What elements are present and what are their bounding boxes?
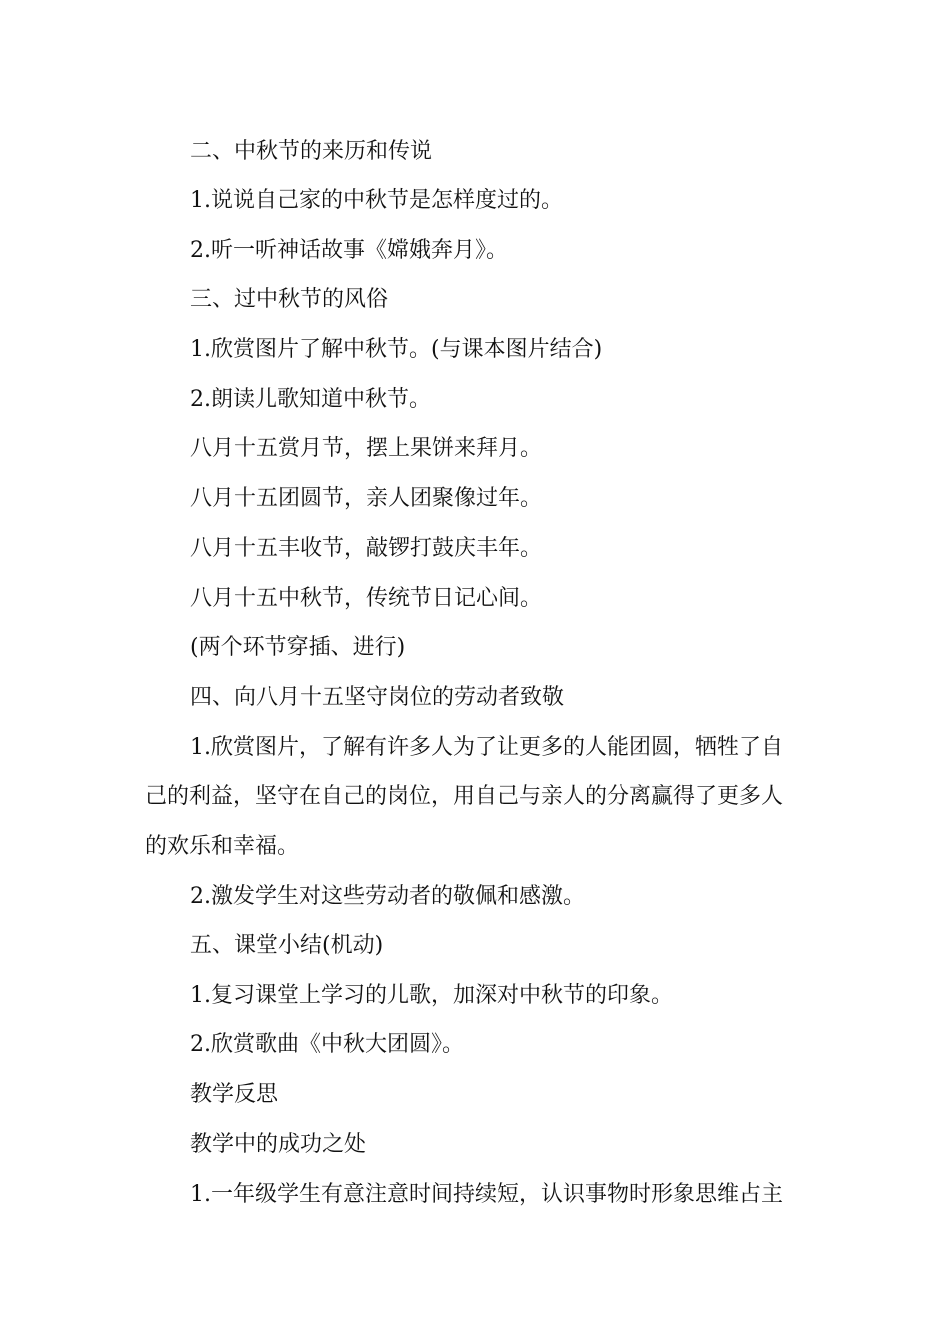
paragraph-line: 的欢乐和幸福。 <box>145 834 300 859</box>
poem-line: 八月十五团圆节，亲人团聚像过年。 <box>190 486 543 511</box>
section-heading-summary: 五、课堂小结(机动) <box>190 933 384 958</box>
paragraph-line: 2.激发学生对这些劳动者的敬佩和感激。 <box>190 884 585 909</box>
section-heading-origin: 二、中秋节的来历和传说 <box>190 139 433 164</box>
paragraph-line: 1.欣赏图片了解中秋节。(与课本图片结合) <box>190 337 603 362</box>
subheading-success: 教学中的成功之处 <box>190 1132 367 1157</box>
paragraph-line: 1.欣赏图片，了解有许多人为了让更多的人能团圆，牺牲了自 <box>190 735 783 760</box>
paragraph-line: 1.复习课堂上学习的儿歌，加深对中秋节的印象。 <box>190 983 673 1008</box>
poem-line: 八月十五丰收节，敲锣打鼓庆丰年。 <box>190 536 543 561</box>
poem-line: 八月十五中秋节，传统节日记心间。 <box>190 586 543 611</box>
paragraph-line: 1.一年级学生有意注意时间持续短，认识事物时形象思维占主 <box>190 1182 783 1207</box>
paragraph-line: 2.欣赏歌曲《中秋大团圆》。 <box>190 1032 464 1057</box>
poem-line: 八月十五赏月节，摆上果饼来拜月。 <box>190 436 543 461</box>
paragraph-line: 2.听一听神话故事《嫦娥奔月》。 <box>190 238 508 263</box>
section-heading-customs: 三、过中秋节的风俗 <box>190 287 389 312</box>
section-heading-workers: 四、向八月十五坚守岗位的劳动者致敬 <box>190 685 565 710</box>
section-heading-reflection: 教学反思 <box>190 1082 279 1107</box>
paragraph-line: 1.说说自己家的中秋节是怎样度过的。 <box>190 188 563 213</box>
paragraph-line: 己的利益，坚守在自己的岗位，用自己与亲人的分离赢得了更多人 <box>145 784 784 809</box>
paragraph-line: (两个环节穿插、进行) <box>190 635 406 660</box>
paragraph-line: 2.朗读儿歌知道中秋节。 <box>190 387 431 412</box>
